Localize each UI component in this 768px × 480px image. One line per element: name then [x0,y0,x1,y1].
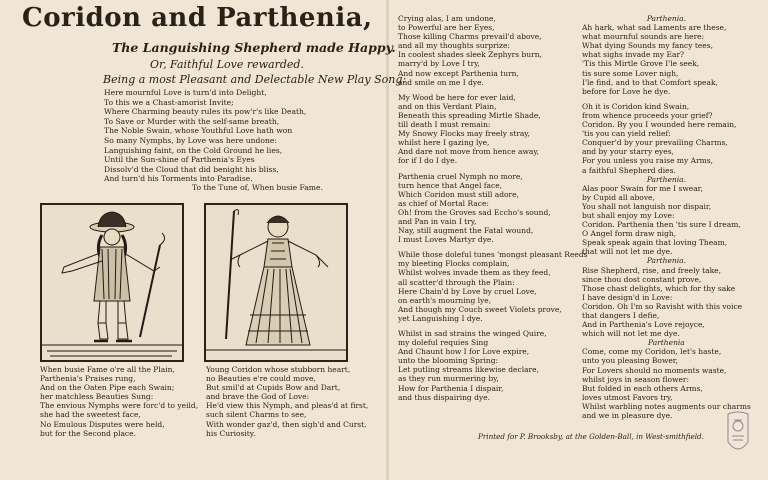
verse-line: to Powerful are her Eyes, [398,23,495,33]
intro-verse-line: To Save or Murder with the self-same breath, [104,116,280,126]
verse-line: What dying Sounds my fancy tees, [582,41,713,51]
intro-verse-line: The Noble Swain, whose Youthful Love hath won [104,126,293,136]
imprint-line: Printed for P. Brooksby, at the Golden-Ball, in West-smithfield. [478,432,704,441]
verse-line: While those doleful tunes 'mongst pleasant Reeds [398,250,588,260]
verse-line: my doleful requies Sing [398,338,489,348]
verse-line: Whilst in sad strains the winged Quire, [398,329,547,338]
verse-line: Which Coridon must still adore, [398,189,519,199]
verse-line: Parthenia cruel Nymph no more, [398,171,523,181]
verse-line: Here Chain'd by Love by cruel Love, [398,286,537,296]
ballad-title: Coridon and Parthenia, [22,3,373,33]
verse-line: Come, come my Coridon, let's haste, [582,347,722,357]
verse-line: O Angel form draw nigh, [582,229,677,239]
verse-line: And in Parthenia's Love rejoyce, [582,320,705,330]
verse-line: And on the Oaten Pipe each Swain; [40,383,175,393]
verse-line: and on this Verdant Plain, [398,101,497,111]
verse-line: I must Loves Martyr dye. [398,235,494,245]
verse-line: a faithful Shepherd dies. [582,165,676,175]
library-stamp-icon [724,410,752,456]
verse-line: whilst joys in season flower: [582,374,690,384]
verse-line: With wonder gaz'd, then sigh'd and Curst, [206,419,367,429]
speaker-label: Parthenia [648,338,685,348]
verse-line: as chief of Mortal Race: [398,198,489,208]
shepherd-illustration [42,205,182,360]
verse-line: her matchless Beauties Sung: [40,392,154,402]
verse-line: and we in pleasure dye. [582,411,673,421]
intro-verse-line: Dissolv'd the Cloud that did benight his bliss, [104,164,279,174]
verse-line: The envious Nymphs were forc'd to yeild, [40,401,199,411]
verse-line: In coolest shades sleek Zephyrs burn, [398,50,542,60]
verse-line: I'le find, and to that Comfort speak, [582,77,718,87]
verse-line: And though my Couch sweet Violets prove, [398,304,562,314]
verse-line: Let putling streams likewise declare, [398,365,539,375]
verse-column-a [40,365,198,438]
verse-line: For Lovers should no moments waste, [582,365,727,375]
verse-line: Oh it is Coridon kind Swain, [582,101,690,111]
intro-verse [104,88,306,184]
verse-line: whilst here I gazing lye, [398,138,490,148]
verse-line: Alas poor Swain for me I swear, [582,183,703,193]
intro-verse-line: So many Nymphs, by Love was here undone: [104,135,277,145]
verse-line: Rise Shepherd, rise, and freely take, [582,265,721,275]
verse-line: and smile on me I dye. [398,77,484,87]
woodcut-shepherdess [204,203,348,362]
verse-line: But smil'd at Cupids Bow and Dart, [206,383,341,393]
verse-line: such silent Charms to see, [206,410,307,420]
verse-line: she had the sweetest face, [40,410,141,420]
verse-line: Coridon. Parthenia then 'tis sure I dream, [582,220,741,230]
verse-line: and Pan in vain I try, [398,216,477,226]
verse-line: yet Languishing I dye. [398,313,483,323]
ballad-subtitle-2: Or, Faithful Love rewarded. [150,58,304,71]
verse-line: When busie Fame o're all the Plain, [40,365,175,374]
verse-column-b [206,365,368,438]
verse-line: till death I must remain: [398,120,491,130]
verse-line: and all my thoughts surprize: [398,41,510,51]
verse-line: no Beauties e're could move, [206,374,316,384]
verse-line: and thus dispairing dye. [398,392,490,402]
verse-line: Nay, still augment the Fatal wound, [398,226,534,236]
verse-line: 'tis you can yield relief: [582,129,671,139]
verse-column-c [398,14,587,402]
verse-column-d [582,14,751,420]
verse-line: He'd view this Nymph, and pleas'd at first, [206,401,369,411]
verse-line: And Chaunt how I for Love expire, [398,347,530,357]
verse-line: on earth's mourning lye, [398,295,492,305]
verse-line: Coridon. By you I wounded here remain, [582,120,737,130]
verse-line: And now except Parthenia turn, [398,68,519,78]
verse-line: 'Tis this Mirtle Grove I'le seek, [582,59,700,69]
woodcut-shepherd [40,203,184,362]
verse-line: Crying alas, I am undone, [398,14,496,23]
verse-line: My Snowy Flocks may freely stray, [398,129,530,139]
verse-line: all scatter'd through the Plain: [398,277,515,287]
speaker-label: Parthenia. [646,14,686,23]
intro-verse-line: To this we a Chast-amorist Invite; [104,97,234,107]
verse-line: which will not let me dye. [582,329,680,339]
verse-line: loves utmost Favors try, [582,392,673,402]
intro-verse-line: Until the Sun-shine of Parthenia's Eyes [104,155,255,165]
verse-line: but for the Second place. [40,428,136,438]
verse-line: No Emulous Disputes were held, [40,419,165,429]
verse-line: Young Coridon whose stubborn heart, [206,365,351,374]
verse-line: Whilst warbling notes augments our charms [582,401,751,411]
verse-line: But folded in each others Arms, [582,383,703,393]
intro-verse-line: Where Charming beauty rules its pow'r's like Death, [104,107,307,117]
verse-line: before for Love he dye. [582,86,671,96]
verse-line: since thou dost constant prove, [582,274,702,284]
center-fold [386,0,389,480]
verse-line: My Wood be here for ever laid, [398,92,516,102]
ballad-subtitle: The Languishing Shepherd made Happy. [112,40,396,55]
verse-line: Coridon. Oh I'm so Ravisht with this voice [582,301,743,311]
verse-line: How for Parthenia I dispair, [398,383,504,393]
verse-line: Those chast delights, which for thy sake [582,283,736,293]
verse-line: that will not let me dye. [582,247,673,257]
verse-line: Speak speak again that loving Theam, [582,238,728,248]
verse-line: Those killing Charms prevail'd above, [398,32,542,42]
speaker-label: Parthenia. [646,174,686,184]
verse-line: and by your starry eyes, [582,147,674,157]
speaker-label: Parthenia. [646,256,686,266]
verse-line: marry'd by Love I try, [398,59,480,69]
verse-line: by Cupid all above, [582,192,655,202]
verse-line: unto the blooming Spring: [398,356,499,366]
verse-line: Oh! from the Groves sad Eccho's sound, [398,207,551,217]
verse-line: his Curiosity. [206,428,256,438]
verse-line: Ah hark, what sad Laments are these, [582,23,727,33]
intro-verse-line: Here mournful Love is turn'd into Delight, [104,88,267,97]
verse-line: You shall not languish nor dispair, [582,201,712,211]
verse-line: Beneath this spreading Mirtle Shade, [398,110,541,120]
verse-line: my bleeting Flocks complain, [398,259,510,269]
verse-line: For you unless you raise my Arms, [582,156,713,166]
verse-line: Parthenia's Praises rung, [40,374,136,384]
verse-line: but shall enjoy my Love: [582,210,675,220]
verse-line: tis sure some Lover nigh, [582,68,679,78]
verse-line: and brave the God of Love: [206,392,310,402]
shepherdess-illustration [206,205,346,360]
verse-line: turn hence that Angel face, [398,180,503,190]
verse-line: Whilst wolves invade them as they feed, [398,268,551,278]
verse-line: what mournful sounds are here: [582,32,705,42]
intro-verse-line: And turn'd his Torments into Paradise. [104,174,253,184]
intro-verse-line: Languishing faint, on the Cold Ground he lies, [104,145,283,155]
tune-line: To the Tune of, When busie Fame. [192,183,323,192]
verse-line: that dangers I defie, [582,311,660,320]
verse-line: unto you pleasing Bower, [582,356,678,366]
ballad-subtitle-3: Being a most Pleasant and Delectable New Play Song: [103,73,407,86]
verse-line: for if I do I dye. [398,156,458,166]
verse-line: as they run murmering by, [398,374,499,384]
verse-line: from whence proceeds your grief? [582,110,713,120]
verse-line: And dare not move from hence away, [398,147,540,157]
verse-line: I have design'd in Love: [582,292,673,302]
verse-line: Conquer'd by your prevailing Charms, [582,138,728,148]
verse-line: what sighs invade my Ear? [582,50,685,60]
